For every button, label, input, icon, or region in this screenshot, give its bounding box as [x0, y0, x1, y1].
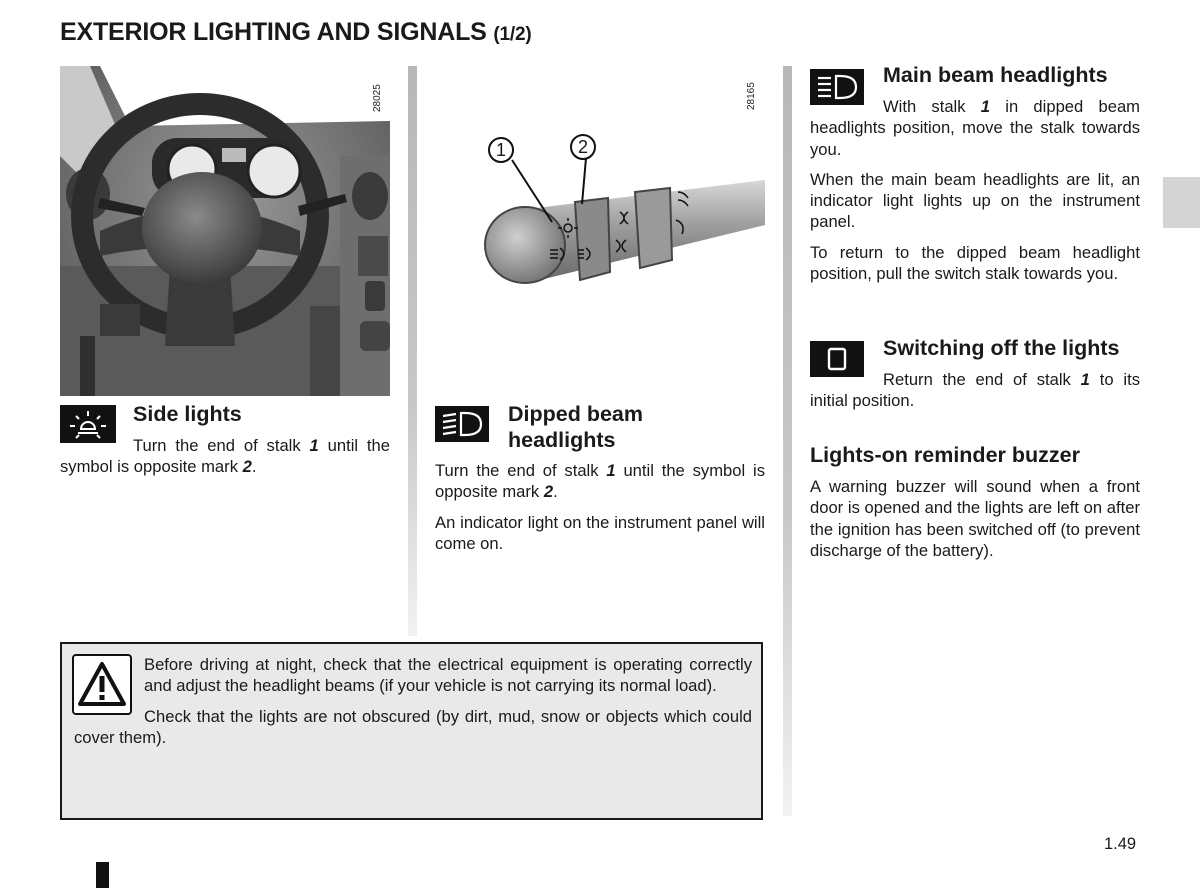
callout-1 — [488, 137, 514, 163]
warning-text: Before driving at night, check that the electrical equipment is operating correctly and adjust the headlight beams (if your vehicle is not carrying its normal load). Check that the lights are not obscured (by dirt, mud, snow or objects which could cover them). — [74, 655, 752, 747]
page-title — [60, 18, 531, 47]
lighting-stalk-illustration — [480, 130, 770, 300]
dipped-beam-heading: Dipped beam headlights — [508, 402, 643, 452]
main-beam-text: With stalk 1 in dipped beam headlights position, move the stalk towards you. When the main beam headlights are lit, an indicator light lights up on the instrument panel. To return to the dipped beam headlight position, pull the switch stalk towards you. — [810, 97, 1141, 284]
dashboard-illustration — [60, 66, 390, 396]
side-lights-heading: Side lights — [133, 402, 242, 426]
page-title-text: EXTERIOR LIGHTING AND SIGNALS — [60, 18, 487, 46]
main-beam-heading: Main beam headlights — [883, 63, 1108, 87]
callout-2 — [570, 134, 596, 160]
column-divider-right — [783, 66, 792, 816]
section-tab-marker — [1163, 177, 1200, 228]
stalk-figure-ref: 28165 — [746, 82, 757, 110]
lights-off-text: Return the end of stalk 1 to its initial position. — [810, 370, 1140, 411]
callout-1-label: 1 — [495, 140, 506, 160]
dashboard-figure-ref: 28025 — [372, 84, 383, 112]
column-divider-left — [408, 66, 417, 636]
dipped-beam-icon — [435, 406, 489, 442]
dipped-beam-text: Turn the end of stalk 1 until the symbol is opposite mark 2. An indicator light on the instrument panel will come on. — [435, 461, 765, 553]
buzzer-heading: Lights-on reminder buzzer — [810, 443, 1080, 467]
buzzer-text: A warning buzzer will sound when a front door is opened and the lights are left on after the ignition has been switched off (to prevent discharge of the battery). — [810, 477, 1140, 560]
lights-off-heading: Switching off the lights — [883, 336, 1120, 360]
page-title-part: (1/2) — [493, 24, 532, 45]
page-edge-tab — [96, 862, 109, 888]
warning-box — [60, 642, 763, 820]
callout-2-label: 2 — [577, 137, 588, 157]
page-number: 1.49 — [1104, 835, 1137, 853]
side-lights-text: Turn the end of stalk 1 until the symbol is opposite mark 2. — [60, 436, 390, 477]
